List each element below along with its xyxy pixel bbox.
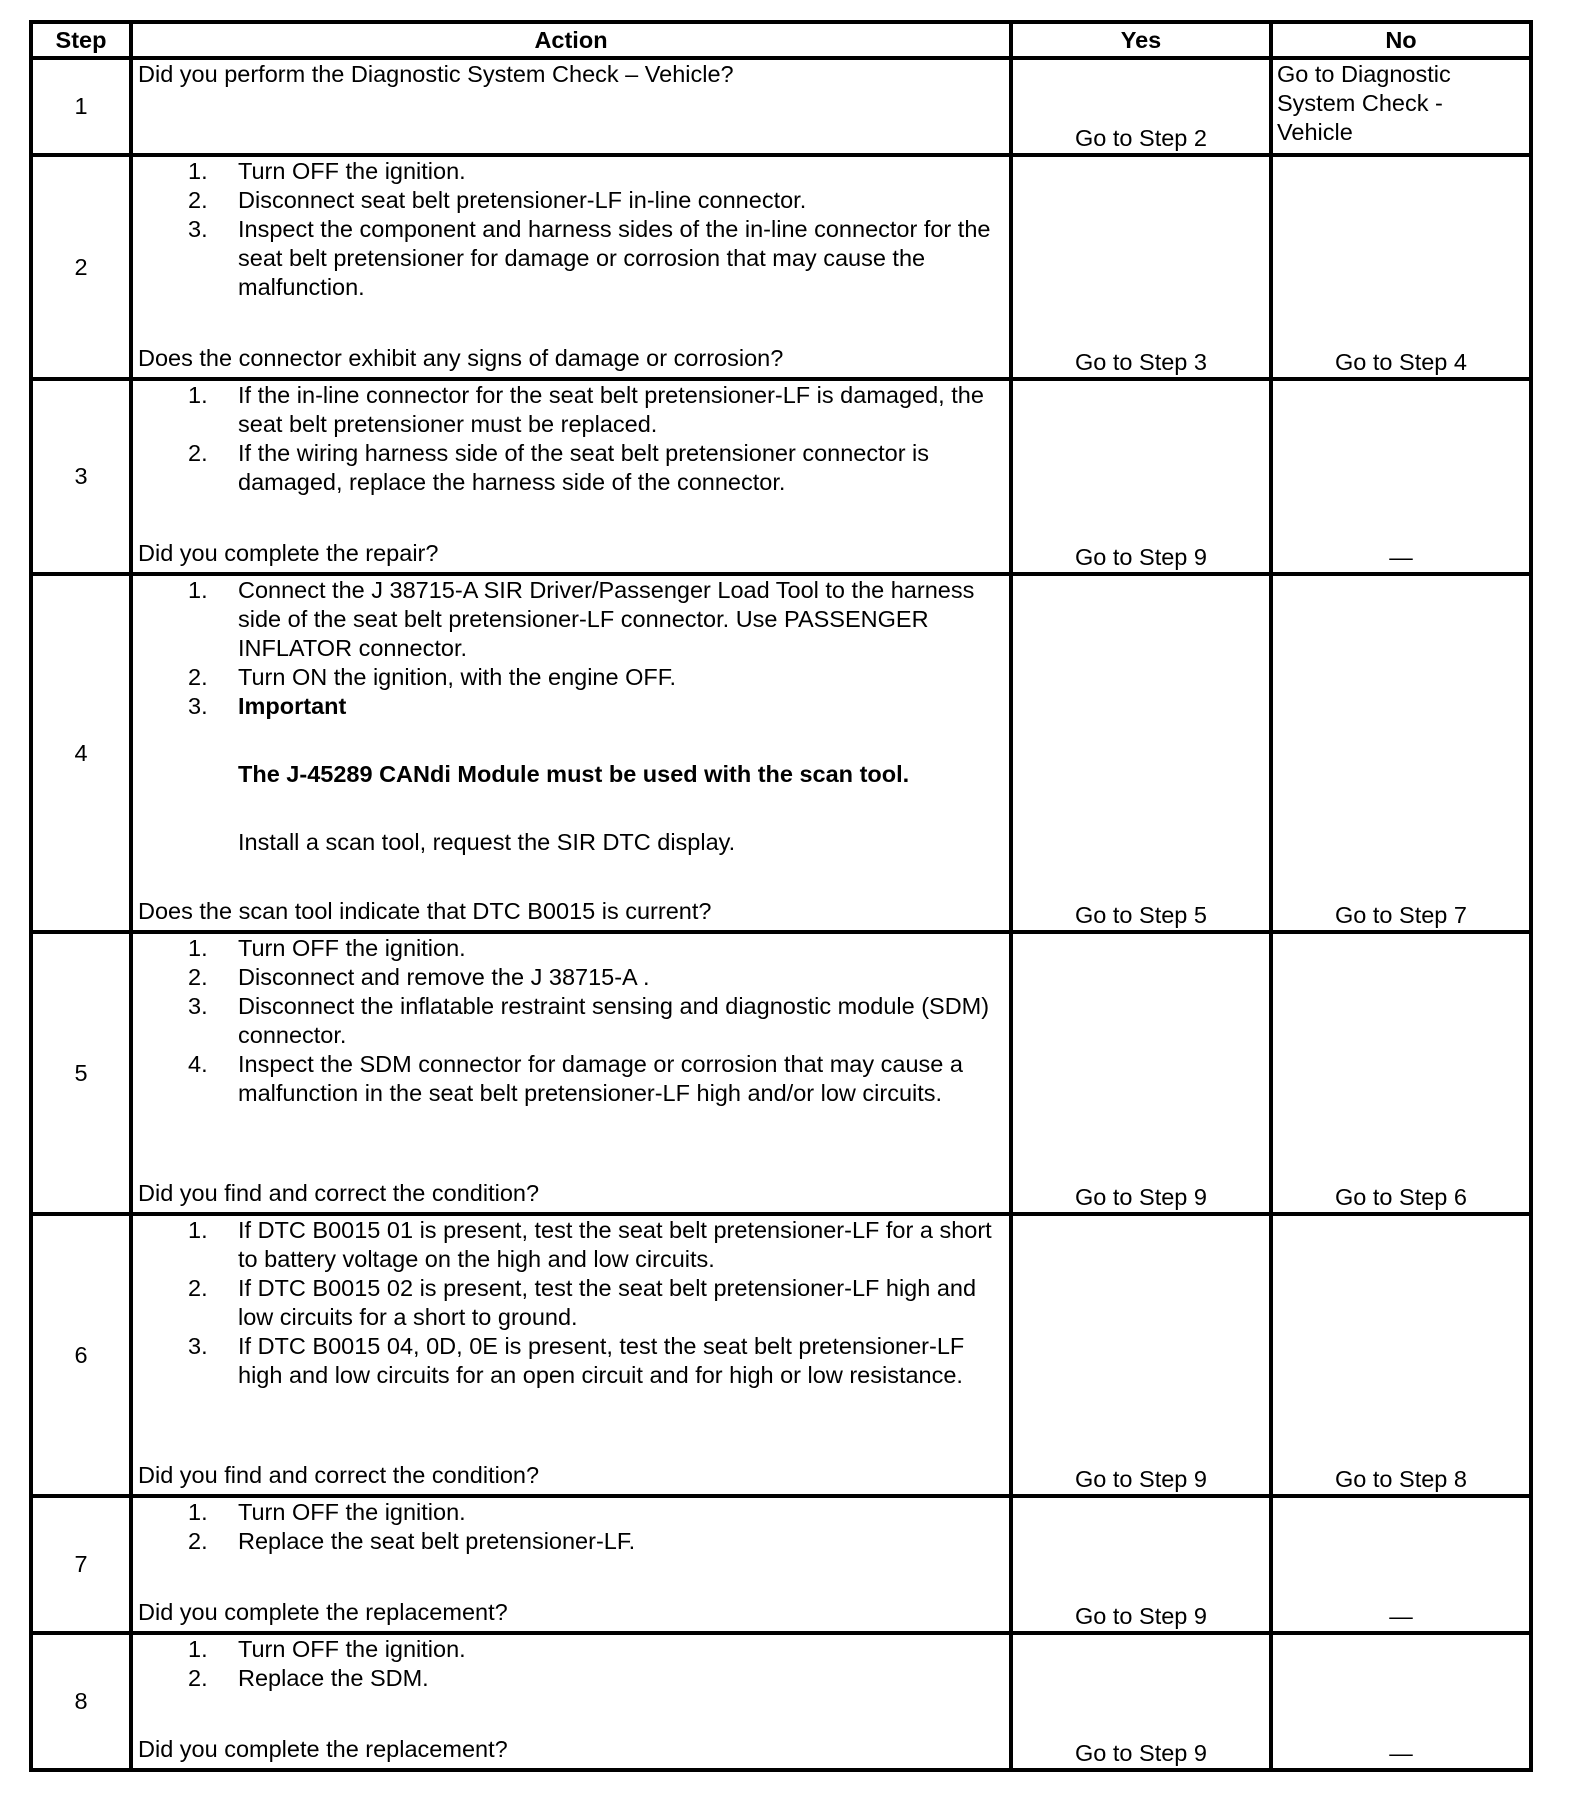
table-row [31, 932, 1531, 1214]
action-step-item: 4. Inspect the SDM connector for damage or corrosion that may cause a malfunction in the seat belt pretensioner-LF high and/or low circuits. [188, 1051, 963, 1106]
action-cell [131, 379, 1011, 574]
no-result: Go to Step 6 [1271, 932, 1531, 1214]
action-cell [131, 58, 1011, 155]
table-row [31, 1214, 1531, 1496]
table-row [31, 379, 1531, 574]
header-action: Action [131, 22, 1011, 58]
step-number: 1 [31, 58, 131, 155]
action-question: Does the scan tool indicate that DTC B0015 is current? [138, 898, 712, 924]
action-step-item: 3. Inspect the component and harness sides of the in-line connector for the seat belt pretensioner for damage or corrosion that may cause the malfunction. [188, 216, 991, 300]
diagnostic-table [29, 20, 1533, 1772]
action-cell [131, 1496, 1011, 1633]
no-result: Go to Step 8 [1271, 1214, 1531, 1496]
action-cell [131, 155, 1011, 379]
yes-result: Go to Step 9 [1011, 1496, 1271, 1633]
yes-result: Go to Step 2 [1011, 58, 1271, 155]
step-number: 4 [31, 574, 131, 932]
action-step-item: 2. If the wiring harness side of the seat belt pretensioner connector is damaged, replace the harness side of the connector. [188, 440, 930, 495]
action-step-item: 3. Important The J-45289 CANdi Module must be used with the scan tool. Install a scan tool, request the SIR DTC display. [138, 692, 1005, 857]
action-step-item: 2. Disconnect and remove the J 38715-A . [188, 964, 650, 990]
header-row [31, 22, 1531, 58]
action-question: Did you find and correct the condition? [138, 1180, 540, 1206]
action-question: Does the connector exhibit any signs of damage or corrosion? [138, 345, 784, 371]
action-question: Did you complete the repair? [138, 540, 439, 566]
yes-result: Go to Step 5 [1011, 574, 1271, 932]
no-result: Go to Step 7 [1271, 574, 1531, 932]
no-result: — [1271, 379, 1531, 574]
header-step: Step [31, 22, 131, 58]
action-step-item: 1. Connect the J 38715-A SIR Driver/Passenger Load Tool to the harness side of the seat belt pretensioner-LF connector. Use PASSENGER INFLATOR connector. [188, 577, 975, 661]
action-step-item: 1. Turn OFF the ignition. [188, 1636, 466, 1662]
step-number: 7 [31, 1496, 131, 1633]
header-no: No [1271, 22, 1531, 58]
action-step-item: 2. If DTC B0015 02 is present, test the seat belt pretensioner-LF high and low circuits for a short to ground. [188, 1275, 977, 1330]
table-row [31, 1633, 1531, 1770]
action-question: Did you find and correct the condition? [138, 1462, 540, 1488]
action-steps-list [138, 1498, 1005, 1556]
table-row [31, 58, 1531, 155]
action-question: Did you perform the Diagnostic System Check – Vehicle? [138, 61, 734, 87]
important-followup: Install a scan tool, request the SIR DTC display. [238, 829, 736, 855]
action-steps-list [138, 157, 1005, 302]
step-number: 5 [31, 932, 131, 1214]
yes-result: Go to Step 9 [1011, 1214, 1271, 1496]
action-cell [131, 932, 1011, 1214]
action-step-item: 2. Replace the seat belt pretensioner-LF. [188, 1528, 636, 1554]
no-result: — [1271, 1496, 1531, 1633]
table-row [31, 155, 1531, 379]
action-cell [131, 1633, 1011, 1770]
no-result: — [1271, 1633, 1531, 1770]
step-number: 3 [31, 379, 131, 574]
yes-result: Go to Step 9 [1011, 1633, 1271, 1770]
action-step-item: 3. Disconnect the inflatable restraint sensing and diagnostic module (SDM) connector. [188, 993, 990, 1048]
yes-result: Go to Step 3 [1011, 155, 1271, 379]
action-steps-list [138, 381, 1005, 497]
action-step-item: 1. If DTC B0015 01 is present, test the seat belt pretensioner-LF for a short to battery voltage on the high and low circuits. [188, 1217, 992, 1272]
header-yes: Yes [1011, 22, 1271, 58]
action-cell [131, 574, 1011, 932]
action-question: Did you complete the replacement? [138, 1599, 508, 1625]
action-step-item: 2. Turn ON the ignition, with the engine OFF. [188, 664, 677, 690]
important-label: Important [238, 693, 347, 719]
action-steps-list [138, 934, 1005, 1108]
action-steps-list [138, 1635, 1005, 1693]
step-number: 6 [31, 1214, 131, 1496]
no-result: Go to Diagnostic System Check - Vehicle [1271, 58, 1531, 155]
action-step-item: 2. Disconnect seat belt pretensioner-LF in-line connector. [188, 187, 807, 213]
yes-result: Go to Step 9 [1011, 932, 1271, 1214]
step-number: 2 [31, 155, 131, 379]
action-step-item: 1. Turn OFF the ignition. [188, 158, 466, 184]
important-note-bold: The J-45289 CANdi Module must be used with the scan tool. [238, 761, 910, 787]
action-steps-list [138, 576, 1005, 857]
no-result: Go to Step 4 [1271, 155, 1531, 379]
table-row [31, 1496, 1531, 1633]
action-step-item: 3. If DTC B0015 04, 0D, 0E is present, test the seat belt pretensioner-LF high and low circuits for an open circuit and for high or low resistance. [188, 1333, 965, 1388]
action-step-item: 1. Turn OFF the ignition. [188, 1499, 466, 1525]
action-steps-list [138, 1216, 1005, 1390]
yes-result: Go to Step 9 [1011, 379, 1271, 574]
action-cell [131, 1214, 1011, 1496]
action-question: Did you complete the replacement? [138, 1736, 508, 1762]
step-number: 8 [31, 1633, 131, 1770]
action-step-item: 2. Replace the SDM. [188, 1665, 429, 1691]
table-row [31, 574, 1531, 932]
action-step-item: 1. Turn OFF the ignition. [188, 935, 466, 961]
action-step-item: 1. If the in-line connector for the seat belt pretensioner-LF is damaged, the seat belt pretensioner must be replaced. [188, 382, 984, 437]
